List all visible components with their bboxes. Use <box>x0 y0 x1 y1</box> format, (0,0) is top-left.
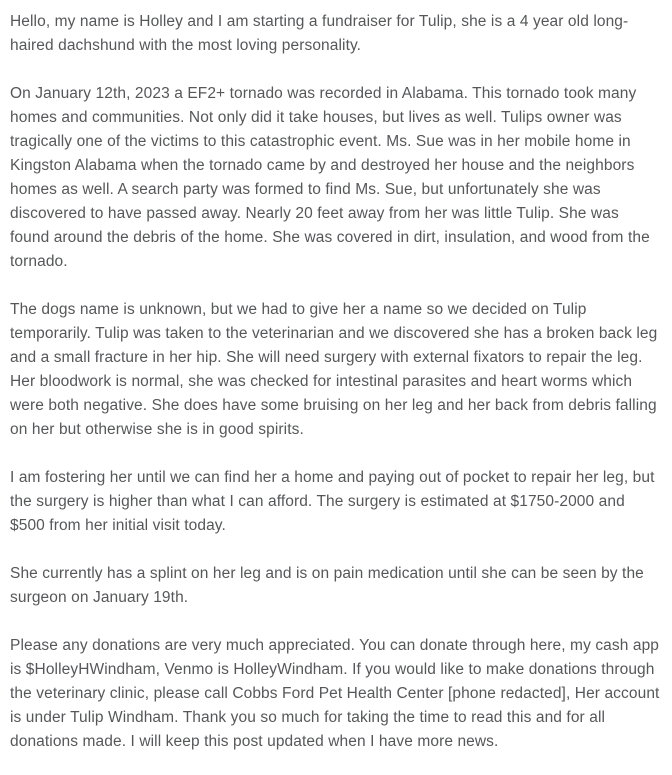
story-paragraph-vet-findings: The dogs name is unknown, but we had to give her a name so we decided on Tulip temporarily. Tulip was taken to the veterinarian and we discovered she has a broken back leg and a small fracture in her hip. She will need surgery with external fixators to repair the leg. Her bloodwork is normal, she was checked for intestinal parasites and heart worms which were both negative. She does have some bruising on her leg and her back from debris falling on her but otherwise she is in good spirits. <box>10 301 658 438</box>
story-paragraph-tornado: On January 12th, 2023 a EF2+ tornado was recorded in Alabama. This tornado took many homes and communities. Not only did it take houses, but lives as well. Tulips owner was tragically one of the victims to this catastrophic event. Ms. Sue was in her mobile home in Kingston Alabama when the tornado came by and destroyed her house and the neighbors homes as well. A search party was formed to find Ms. Sue, but unfortunately she was discovered to have passed away. Nearly 20 feet away from her was little Tulip. She was found around the debris of the home. She was covered in dirt, insulation, and wood from the tornado. <box>10 85 650 270</box>
story-paragraph-surgery-cost: I am fostering her until we can find her a home and paying out of pocket to repair her leg, but the surgery is higher than what I can afford. The surgery is estimated at $1750-2000 and $500 from her initial visit today. <box>10 469 655 534</box>
story-paragraph-current-care: She currently has a splint on her leg and is on pain medication until she can be seen by the surgeon on January 19th. <box>10 565 644 606</box>
story-paragraph-intro: Hello, my name is Holley and I am starting a fundraiser for Tulip, she is a 4 year old long-haired dachshund with the most loving personality. <box>10 13 629 54</box>
story-paragraph-donation-info: Please any donations are very much appreciated. You can donate through here, my cash app is $HolleyHWindham, Venmo is HolleyWindham. If you would like to make donations through the veterinary clinic, please call Cobbs Ford Pet Health Center [phone redacted], Her account is under Tulip Windham. Thank you so much for taking the time to read this and for all donations made. I will keep this post updated when I have more news. <box>10 637 660 750</box>
